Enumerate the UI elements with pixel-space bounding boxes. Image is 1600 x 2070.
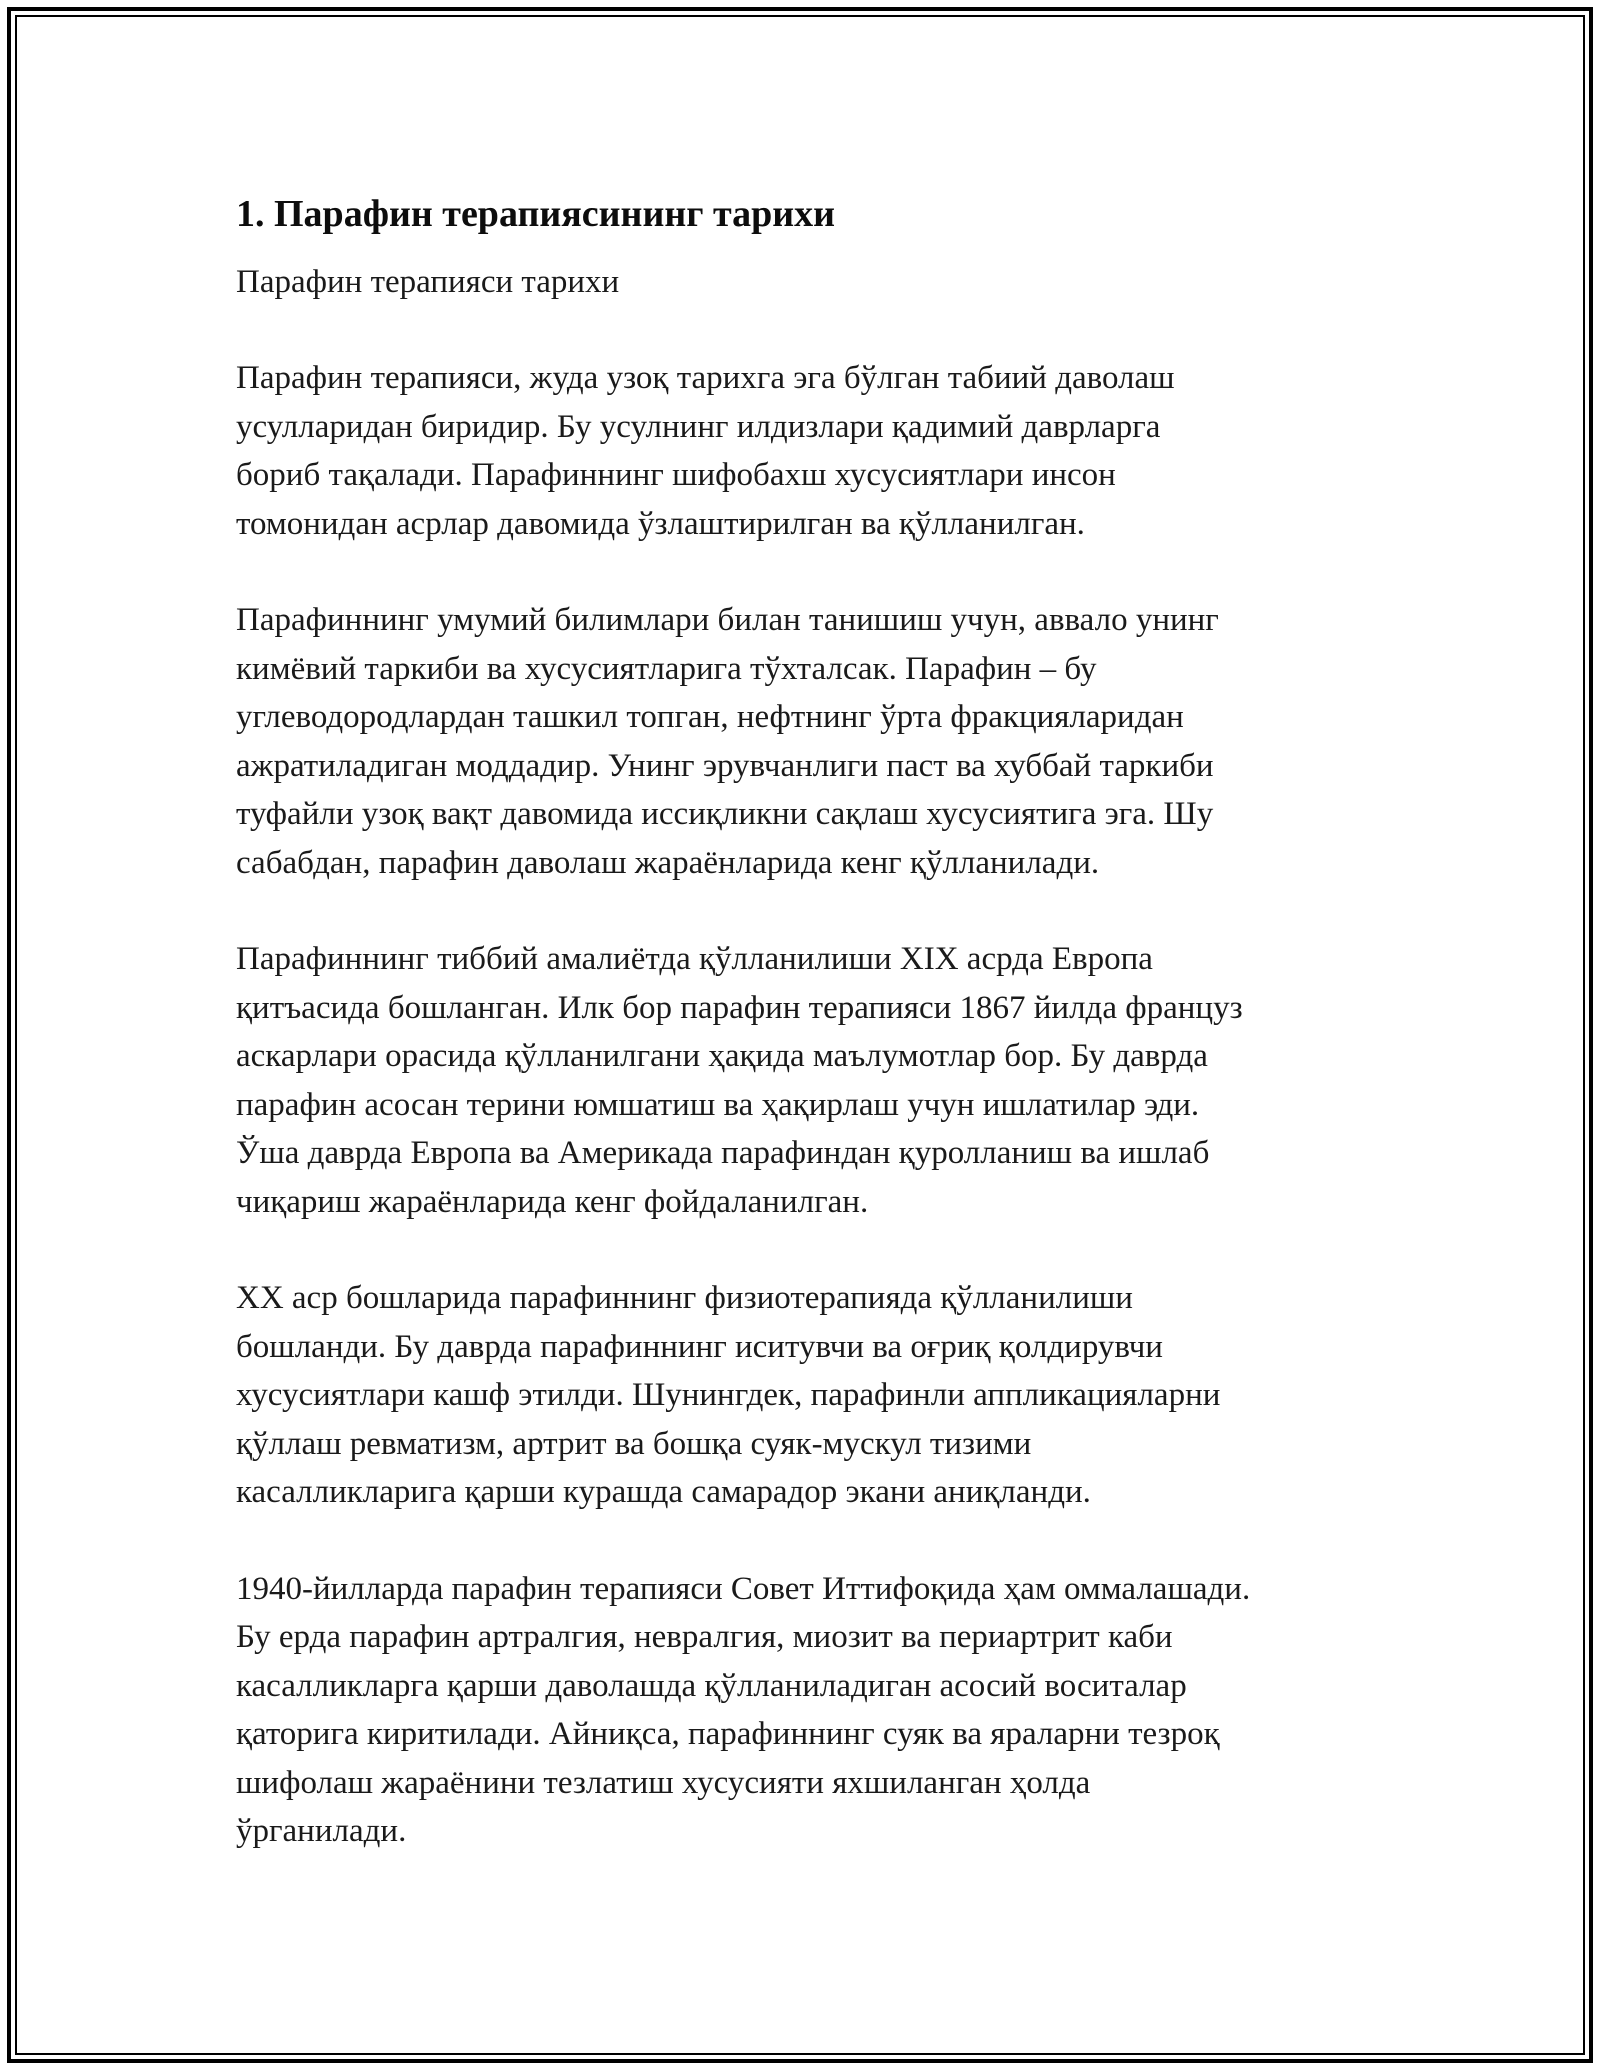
paragraph-line: хусусиятлари кашф этилди. Шунингдек, парафинли аппликацияларни <box>236 1377 1221 1413</box>
paragraph-line: Бу ерда парафин артралгия, невралгия, миозит ва периартрит каби <box>236 1619 1173 1655</box>
paragraph-line: усулларидан биридир. Бу усулнинг илдизлари қадимий даврларга <box>236 408 1161 445</box>
paragraph-line: касалликларга қарши даволашда қўлланиладиган асосий воситалар <box>236 1667 1187 1704</box>
paragraph-line: сабабдан, парафин даволаш жараёнларида кенг қўлланилади. <box>236 844 1100 881</box>
paragraph-line: Ўша даврда Европа ва Америкада парафиндан қуролланиш ва ишлаб <box>236 1135 1210 1171</box>
paragraph-line: XX аср бошларида парафиннинг физиотерапияда қўлланилиши <box>236 1280 1133 1316</box>
section-heading: 1. Парафин терапиясининг тарихи <box>236 193 836 235</box>
paragraph-line: 1940-йилларда парафин терапияси Совет Иттифоқида ҳам оммалашади. <box>236 1570 1251 1607</box>
paragraph-2 <box>236 596 1376 887</box>
paragraph-line: чиқариш жараёнларида кенг фойдаланилган. <box>236 1183 869 1220</box>
paragraph-line: аскарлари орасида қўлланилгани ҳақида маълумотлар бор. Бу даврда <box>236 1038 1208 1074</box>
paragraph-line: томонидан асрлар давомида ўзлаштирилган ва қўлланилган. <box>236 505 1085 542</box>
paragraph-line: ажратиладиган моддадир. Унинг эрувчанлиги паст ва хуббай таркиби <box>236 747 1214 784</box>
paragraph-line: Парафин терапияси, жуда узоқ тарихга эга бўлган табиий даволаш <box>236 360 1175 396</box>
paragraph-line: Парафиннинг умумий билимлари билан танишиш учун, аввало унинг <box>236 602 1219 638</box>
paragraph-3 <box>236 935 1376 1226</box>
paragraph-5 <box>236 1565 1376 1856</box>
paragraph-line: парафин асосан терини юмшатиш ва ҳақирлаш учун ишлатилар эди. <box>236 1086 1200 1123</box>
paragraph-line: касалликларига қарши курашда самарадор экани аниқланди. <box>236 1474 1091 1510</box>
paragraph-line: ўрганилади. <box>236 1813 407 1849</box>
paragraph-line: кимёвий таркиби ва хусусиятларига тўхталсак. Парафин – бу <box>236 650 1097 687</box>
paragraph-line: шифолаш жараёнини тезлатиш хусусияти яхшиланган ҳолда <box>236 1764 1091 1801</box>
paragraph-line: қўллаш ревматизм, артрит ва бошқа суяк-мускул тизими <box>236 1425 1032 1462</box>
paragraph-line: қаторига киритилади. Айниқса, парафиннинг суяк ва яраларни тезроқ <box>236 1716 1220 1752</box>
paragraph-4 <box>236 1274 1376 1517</box>
paragraph-line: бориб тақалади. Парафиннинг шифобахш хусусиятлари инсон <box>236 457 1116 493</box>
paragraph-line: бошланди. Бу даврда парафиннинг иситувчи ва оғриқ қолдирувчи <box>236 1328 1163 1365</box>
section-subtitle: Парафин терапияси тарихи <box>236 264 620 300</box>
paragraph-line: туфайли узоқ вақт давомида иссиқликни сақлаш хусусиятига эга. Шу <box>236 796 1214 832</box>
document-body <box>236 186 1376 1856</box>
paragraph-line: Парафиннинг тиббий амалиётда қўлланилиши XIX асрда Европа <box>236 941 1153 977</box>
paragraph-line: углеводородлардан ташкил топган, нефтнинг ўрта фракцияларидан <box>236 699 1184 735</box>
paragraph-1 <box>236 354 1376 548</box>
paragraph-line: қитъасида бошланган. Илк бор парафин терапияси 1867 йилда француз <box>236 989 1243 1026</box>
